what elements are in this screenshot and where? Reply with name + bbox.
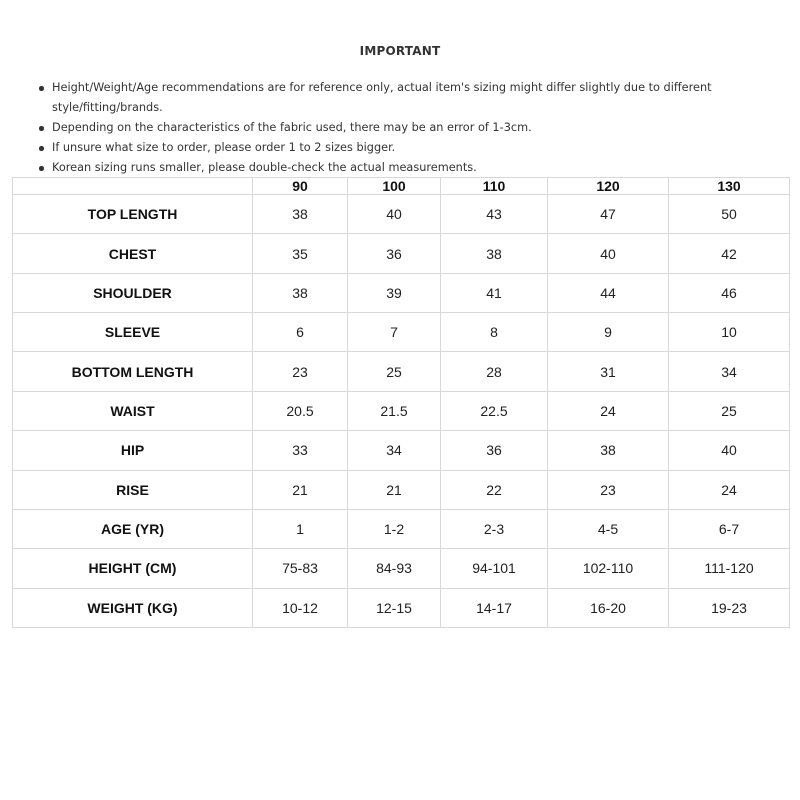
table-row <box>13 273 790 312</box>
measurement-cell: 19-23 <box>669 588 790 627</box>
measurement-cell: 12-15 <box>348 588 441 627</box>
row-label: TOP LENGTH <box>13 195 253 234</box>
measurement-cell: 35 <box>253 234 348 273</box>
table-row <box>13 431 790 470</box>
size-header: 130 <box>669 178 790 195</box>
table-row <box>13 352 790 391</box>
measurement-cell: 31 <box>548 352 669 391</box>
page-title: IMPORTANT <box>359 44 441 58</box>
table-row <box>13 588 790 627</box>
size-header: 100 <box>348 178 441 195</box>
note-item: If unsure what size to order, please order 1 to 2 sizes bigger. <box>38 138 778 158</box>
measurement-cell: 38 <box>253 273 348 312</box>
row-label: BOTTOM LENGTH <box>13 352 253 391</box>
measurement-cell: 24 <box>669 470 790 509</box>
row-label: HEIGHT (CM) <box>13 549 253 588</box>
size-header: 110 <box>441 178 548 195</box>
measurement-cell: 34 <box>348 431 441 470</box>
measurement-cell: 40 <box>669 431 790 470</box>
measurement-cell: 9 <box>548 313 669 352</box>
measurement-cell: 38 <box>253 195 348 234</box>
row-label: AGE (YR) <box>13 509 253 548</box>
measurement-cell: 39 <box>348 273 441 312</box>
measurement-cell: 1-2 <box>348 509 441 548</box>
row-label: CHEST <box>13 234 253 273</box>
measurement-cell: 41 <box>441 273 548 312</box>
measurement-cell: 50 <box>669 195 790 234</box>
row-label: HIP <box>13 431 253 470</box>
measurement-cell: 40 <box>348 195 441 234</box>
measurement-cell: 10 <box>669 313 790 352</box>
measurement-cell: 10-12 <box>253 588 348 627</box>
table-row <box>13 195 790 234</box>
measurement-cell: 47 <box>548 195 669 234</box>
measurement-cell: 75-83 <box>253 549 348 588</box>
row-label: WAIST <box>13 391 253 430</box>
table-row <box>13 391 790 430</box>
measurement-cell: 38 <box>548 431 669 470</box>
notes-list <box>38 78 778 178</box>
corner-cell <box>13 178 253 195</box>
measurement-cell: 23 <box>253 352 348 391</box>
measurement-cell: 7 <box>348 313 441 352</box>
measurement-cell: 40 <box>548 234 669 273</box>
measurement-cell: 16-20 <box>548 588 669 627</box>
row-label: SHOULDER <box>13 273 253 312</box>
measurement-cell: 1 <box>253 509 348 548</box>
measurement-cell: 22.5 <box>441 391 548 430</box>
measurement-cell: 46 <box>669 273 790 312</box>
measurement-cell: 6-7 <box>669 509 790 548</box>
measurement-cell: 4-5 <box>548 509 669 548</box>
measurement-cell: 84-93 <box>348 549 441 588</box>
measurement-cell: 36 <box>441 431 548 470</box>
measurement-cell: 38 <box>441 234 548 273</box>
note-item: Height/Weight/Age recommendations are for reference only, actual item's sizing might differ slightly due to different style/fitting/brands. <box>38 78 778 118</box>
measurement-cell: 24 <box>548 391 669 430</box>
table-row <box>13 509 790 548</box>
measurement-cell: 94-101 <box>441 549 548 588</box>
measurement-cell: 111-120 <box>669 549 790 588</box>
measurement-cell: 44 <box>548 273 669 312</box>
measurement-cell: 43 <box>441 195 548 234</box>
table-row <box>13 549 790 588</box>
measurement-cell: 42 <box>669 234 790 273</box>
note-item: Depending on the characteristics of the fabric used, there may be an error of 1-3cm. <box>38 118 778 138</box>
measurement-cell: 22 <box>441 470 548 509</box>
measurement-cell: 20.5 <box>253 391 348 430</box>
measurement-cell: 102-110 <box>548 549 669 588</box>
measurement-cell: 14-17 <box>441 588 548 627</box>
size-chart-table <box>12 177 790 628</box>
table-row <box>13 234 790 273</box>
row-label: RISE <box>13 470 253 509</box>
measurement-cell: 2-3 <box>441 509 548 548</box>
measurement-cell: 21.5 <box>348 391 441 430</box>
size-header-row <box>13 178 790 195</box>
measurement-cell: 23 <box>548 470 669 509</box>
table-row <box>13 470 790 509</box>
table-row <box>13 313 790 352</box>
row-label: WEIGHT (KG) <box>13 588 253 627</box>
measurement-cell: 21 <box>253 470 348 509</box>
measurement-cell: 34 <box>669 352 790 391</box>
measurement-cell: 8 <box>441 313 548 352</box>
measurement-cell: 33 <box>253 431 348 470</box>
note-item: Korean sizing runs smaller, please double-check the actual measurements. <box>38 158 778 178</box>
measurement-cell: 21 <box>348 470 441 509</box>
measurement-cell: 6 <box>253 313 348 352</box>
measurement-cell: 36 <box>348 234 441 273</box>
row-label: SLEEVE <box>13 313 253 352</box>
size-header: 90 <box>253 178 348 195</box>
measurement-cell: 25 <box>348 352 441 391</box>
measurement-cell: 28 <box>441 352 548 391</box>
measurement-cell: 25 <box>669 391 790 430</box>
size-header: 120 <box>548 178 669 195</box>
